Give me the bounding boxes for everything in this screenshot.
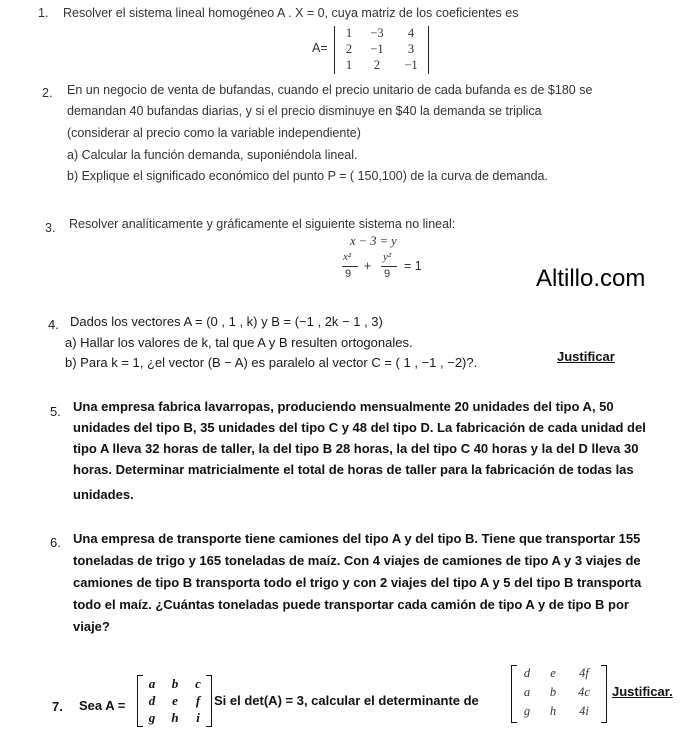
item-text: unidades.	[73, 487, 134, 502]
matrix-cell: a	[523, 685, 531, 699]
matrix-row	[515, 685, 601, 700]
matrix-row	[141, 710, 209, 726]
item-text: En un negocio de venta de bufandas, cuando el precio unitario de cada bufanda es de $180 se	[67, 83, 593, 97]
matrix-cell: 4c	[578, 685, 590, 699]
matrix-cell: e	[172, 693, 178, 708]
item-number: 1.	[38, 6, 49, 20]
item-text: Dados los vectores A = (0 , 1 , k) y B = (−1 , 2k − 1 , 3)	[70, 314, 383, 329]
item-text: Resolver analíticamente y gráficamente el siguiente sistema no lineal:	[69, 217, 456, 231]
matrix-cell: h	[171, 710, 179, 725]
fraction-numerator: x²	[343, 251, 352, 263]
matrix-cell: 4f	[579, 666, 589, 680]
fraction-numerator: y²	[383, 251, 392, 263]
item-number: 2.	[42, 86, 53, 100]
matrix-cell: 4i	[579, 704, 589, 718]
matrix-row	[338, 58, 428, 73]
item-number: 7.	[52, 699, 63, 714]
item-text: (considerar al precio como la variable independiente)	[67, 126, 361, 140]
matrix-cell: 4	[407, 26, 415, 40]
matrix-cell: 2	[373, 58, 381, 72]
item-text: Una empresa de transporte tiene camiones del tipo A y del tipo B. Tiene que transportar 155	[73, 531, 641, 546]
item-text: unidades del tipo B, 35 unidades del tipo C y 48 del tipo D. La fabricación de cada unidad del	[73, 420, 646, 435]
matrix-cell: c	[195, 676, 201, 691]
bracket-right	[206, 675, 212, 727]
matrix-row	[515, 704, 601, 719]
item-text: a) Hallar los valores de k, tal que A y B resulten ortogonales.	[65, 335, 413, 350]
matrix-cell: g	[523, 704, 531, 718]
plus-sign: +	[364, 259, 372, 273]
determinant-bar-right	[428, 26, 429, 74]
matrix-cell: h	[549, 704, 557, 718]
matrix-cell: 3	[407, 42, 415, 56]
item-number: 6.	[50, 535, 61, 550]
matrix-row	[338, 26, 428, 41]
item-text: Una empresa fabrica lavarropas, produciendo mensualmente 20 unidades del tipo A, 50	[73, 399, 614, 414]
watermark: Altillo.com	[536, 265, 646, 292]
matrix-cell: 1	[345, 58, 353, 72]
justify-label: Justificar.	[612, 684, 673, 699]
matrix-cell: a	[148, 676, 156, 691]
fraction-denominator: 9	[384, 268, 391, 280]
item-text: b) Explique el significado económico del punto P = ( 150,100) de la curva de demanda.	[67, 169, 548, 183]
matrix-label: A=	[312, 41, 328, 55]
matrix-row	[141, 676, 209, 692]
item-number: 3.	[45, 221, 56, 235]
item-text: a) Calcular la función demanda, suponiéndola lineal.	[67, 148, 358, 162]
equation-1: x − 3 = y	[350, 234, 397, 248]
item-text: Resolver el sistema lineal homogéneo A . X = 0, cuya matriz de los coeficientes es	[63, 6, 519, 20]
bracket-right	[601, 665, 607, 723]
matrix-cell: 1	[345, 26, 353, 40]
matrix-cell: −1	[370, 42, 384, 56]
item-text: viaje?	[73, 619, 110, 634]
item-text: b) Para k = 1, ¿el vector (B − A) es paralelo al vector C = ( 1 , −1 , −2)?.	[65, 355, 478, 370]
item-middle-text: Si el det(A) = 3, calcular el determinante de	[214, 693, 479, 708]
equation-rhs: = 1	[404, 259, 422, 273]
item-number: 5.	[50, 404, 61, 419]
item-text: demandan 40 bufandas diarias, y si el precio disminuye en $40 la demanda se triplica	[67, 104, 542, 118]
item-text: todo el maíz. ¿Cuántas toneladas puede transportar cada camión de tipo A y de tipo B por	[73, 597, 629, 612]
matrix-row	[141, 693, 209, 709]
matrix-cell: b	[171, 676, 179, 691]
matrix-cell: e	[550, 666, 556, 680]
item-prefix: Sea A =	[79, 698, 126, 713]
item-text: horas. Determinar matricialmente el total de horas de taller para la fabricación de todas las	[73, 462, 634, 477]
fraction-line	[342, 266, 358, 267]
matrix-cell: −3	[370, 26, 384, 40]
item-text: camiones de tipo B transporta todo el trigo y con 2 viajes del tipo A y 5 del tipo B transporta	[73, 575, 642, 590]
matrix-row	[515, 666, 601, 681]
matrix-cell: g	[148, 710, 156, 725]
matrix-cell: d	[148, 693, 156, 708]
fraction-line	[381, 266, 397, 267]
item-text: tipo A lleva 32 horas de taller, la del tipo B 28 horas, la del tipo C 40 horas y la del D lleva 30	[73, 441, 639, 456]
matrix-row	[338, 42, 428, 57]
determinant-bar-left	[334, 26, 335, 74]
matrix-cell: b	[549, 685, 557, 699]
justify-label: Justificar	[557, 349, 615, 364]
matrix-cell: d	[523, 666, 531, 680]
matrix-cell: i	[196, 710, 200, 725]
matrix-cell: 2	[345, 42, 353, 56]
item-number: 4.	[48, 317, 59, 332]
matrix-cell: f	[195, 693, 201, 708]
matrix-cell: −1	[404, 58, 418, 72]
fraction-denominator: 9	[345, 268, 352, 280]
item-text: toneladas de trigo y 165 toneladas de maíz. Con 4 viajes de camiones de tipo A y 3 viajes de	[73, 553, 641, 568]
